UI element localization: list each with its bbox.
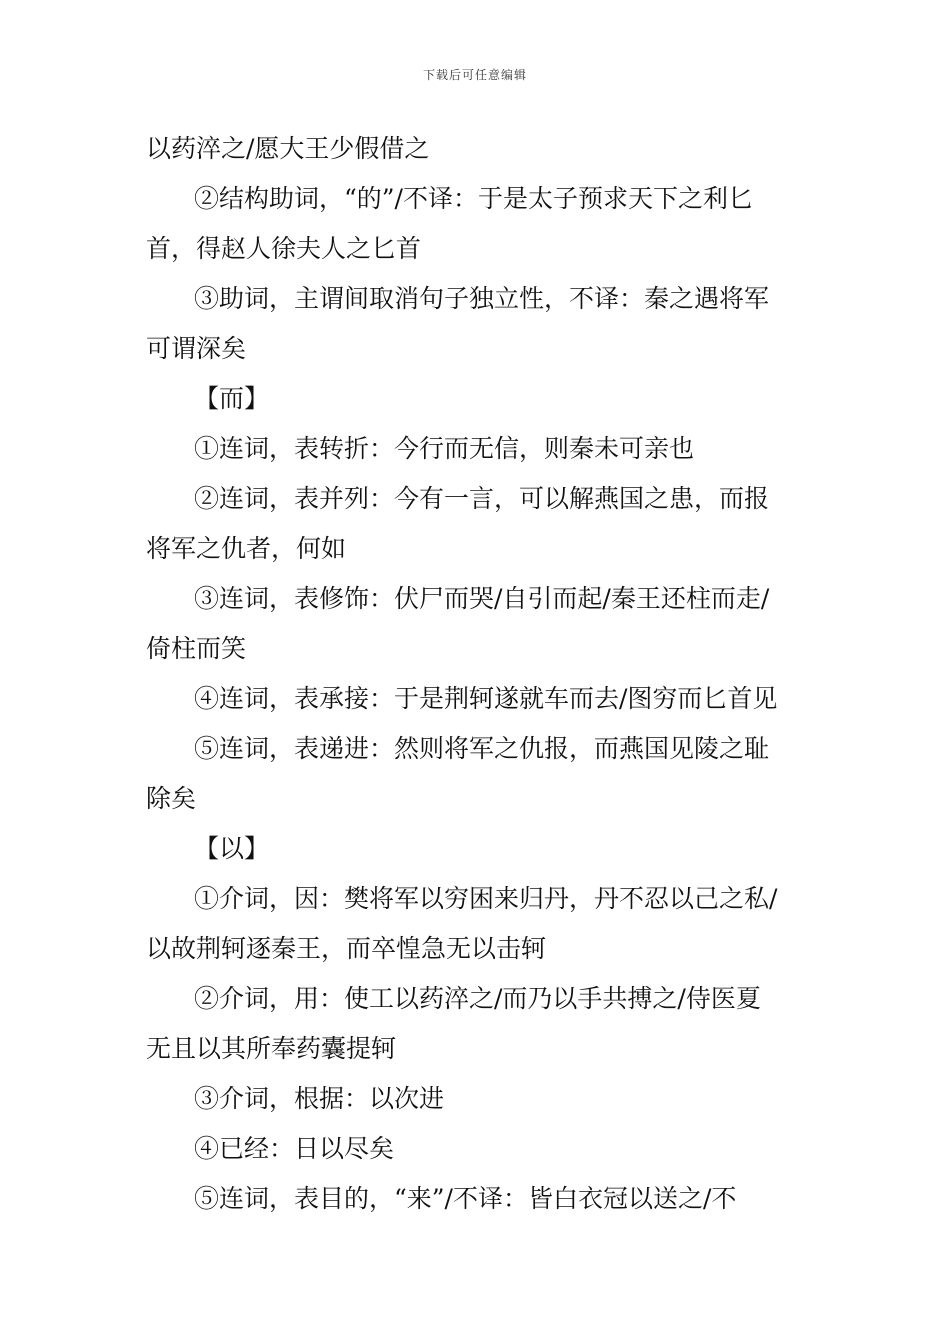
text-line: ①连词，表转折：今行而无信，则秦未可亲也 bbox=[194, 434, 695, 463]
text-line: 【而】 bbox=[194, 384, 270, 413]
text-line: 将军之仇者，何如 bbox=[146, 534, 347, 563]
text-line: 除矣 bbox=[146, 784, 197, 813]
text-line: 以药淬之/愿大王少假借之 bbox=[146, 134, 430, 163]
text-line: 可谓深矣 bbox=[146, 334, 247, 363]
text-line: ⑤连词，表目的，“来”/不译：皆白衣冠以送之/不 bbox=[194, 1184, 737, 1213]
text-line: ②连词，表并列：今有一言，可以解燕国之患，而报 bbox=[194, 484, 770, 513]
text-line: ③助词，主谓间取消句子独立性，不译：秦之遇将军 bbox=[194, 284, 770, 313]
text-line: ③介词，根据：以次进 bbox=[194, 1084, 445, 1113]
page-header-note: 下载后可任意编辑 bbox=[422, 68, 527, 82]
text-line: 以故荆轲逐秦王，而卒惶急无以击轲 bbox=[146, 934, 547, 963]
document-body bbox=[146, 124, 810, 1224]
text-line: ⑤连词，表递进：然则将军之仇报，而燕国见陵之耻 bbox=[194, 734, 770, 763]
text-line: 【以】 bbox=[194, 834, 270, 863]
text-line: ②介词，用：使工以药淬之/而乃以手共搏之/侍医夏 bbox=[194, 984, 761, 1013]
text-line: ②结构助词，“的”/不译：于是太子预求天下之利匕 bbox=[194, 184, 753, 213]
text-line: 倚柱而笑 bbox=[146, 634, 247, 663]
text-line: ④连词，表承接：于是荆轲遂就车而去/图穷而匕首见 bbox=[194, 684, 778, 713]
text-line: ①介词，因：樊将军以穷困来归丹，丹不忍以己之私/ bbox=[194, 884, 778, 913]
text-line: ④已经：日以尽矣 bbox=[194, 1134, 395, 1163]
text-line: 首，得赵人徐夫人之匕首 bbox=[146, 234, 422, 263]
text-line: ③连词，表修饰：伏尸而哭/自引而起/秦王还柱而走/ bbox=[194, 584, 770, 613]
text-line: 无且以其所奉药囊提轲 bbox=[146, 1034, 397, 1063]
